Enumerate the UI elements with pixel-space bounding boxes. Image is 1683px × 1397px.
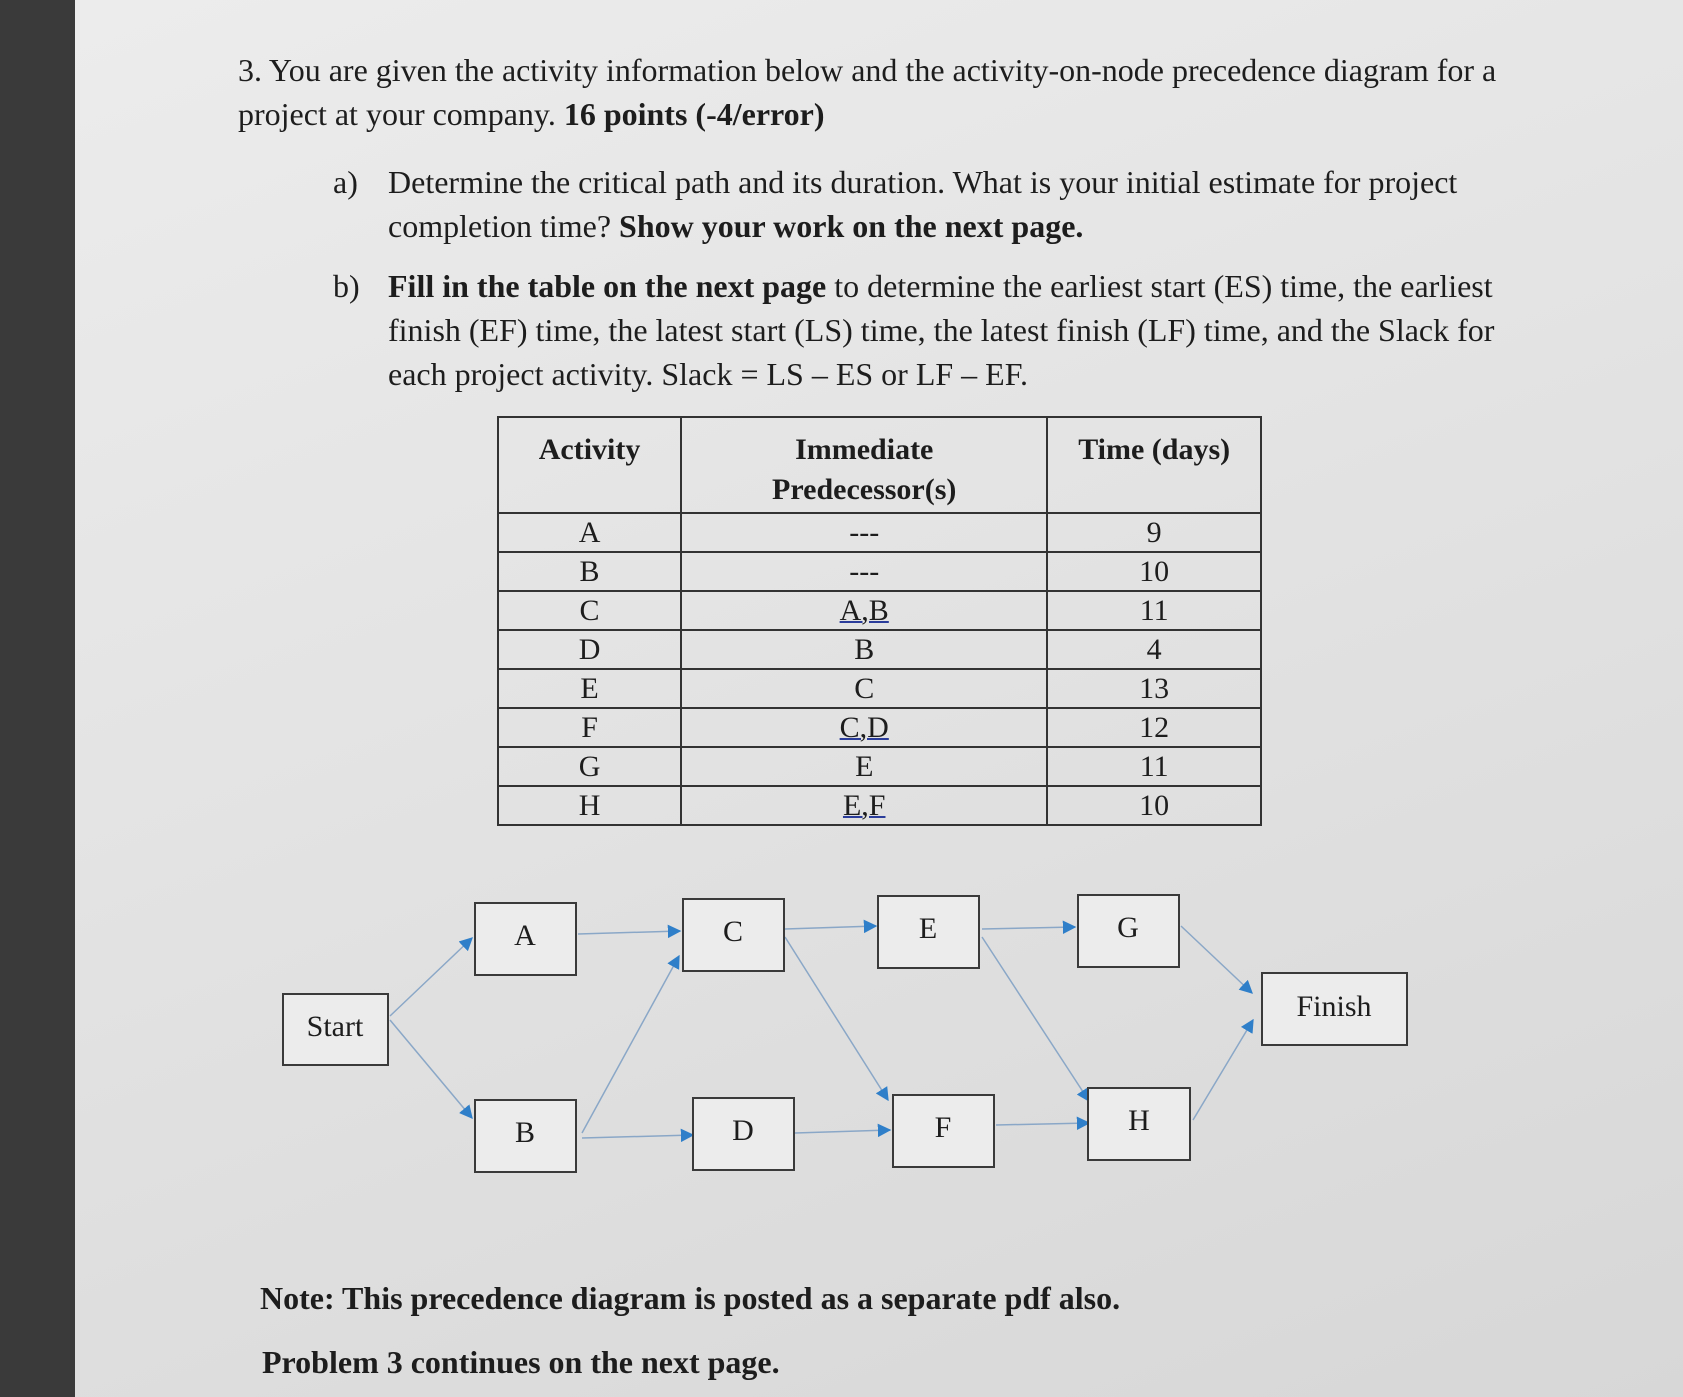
question-number: 3. bbox=[238, 52, 262, 88]
node-f-label: F bbox=[934, 1111, 952, 1144]
predecessors-underlined: A,B bbox=[839, 593, 889, 627]
cell-predecessors: E bbox=[681, 747, 1047, 786]
edge-e-g bbox=[982, 927, 1075, 929]
cell-activity: G bbox=[498, 747, 681, 786]
header-predecessors-line1: Immediate bbox=[795, 433, 934, 466]
note-text: Note: This precedence diagram is posted as a separate pdf also. bbox=[260, 1280, 1121, 1316]
cell-predecessors: C bbox=[681, 669, 1047, 708]
cell-predecessors: --- bbox=[681, 513, 1047, 552]
cell-time: 11 bbox=[1047, 591, 1261, 630]
cell-predecessors: --- bbox=[681, 552, 1047, 591]
cell-time: 13 bbox=[1047, 669, 1261, 708]
edge-c-f bbox=[785, 937, 888, 1100]
edge-e-h bbox=[982, 937, 1089, 1101]
part-a-text: Determine the critical path and its duration. What is your initial estimate for project completion time? bbox=[388, 164, 1458, 244]
predecessors-underlined: E,F bbox=[842, 788, 886, 822]
node-b-label: B bbox=[514, 1116, 536, 1149]
cell-activity: B bbox=[498, 552, 681, 591]
cell-activity: H bbox=[498, 786, 681, 825]
part-a-label: a) bbox=[333, 164, 358, 200]
node-d-label: D bbox=[732, 1114, 754, 1147]
header-activity: Activity bbox=[498, 417, 681, 513]
part-b-instruction: Fill in the table on the next page bbox=[388, 268, 827, 304]
edge-d-f bbox=[795, 1130, 890, 1133]
question-text: You are given the activity information below and the activity-on-node precedence diagram for a project at your company. bbox=[238, 52, 1497, 132]
cell-time: 9 bbox=[1047, 513, 1261, 552]
node-c-label: C bbox=[722, 915, 744, 948]
cell-time: 12 bbox=[1047, 708, 1261, 747]
node-a-label: A bbox=[514, 919, 536, 952]
cell-time: 10 bbox=[1047, 552, 1261, 591]
edge-start-b bbox=[390, 1020, 472, 1118]
edge-a-c bbox=[578, 931, 680, 934]
node-h-label: H bbox=[1128, 1104, 1150, 1137]
header-predecessors-line2: Predecessor(s) bbox=[772, 473, 957, 506]
continues-text: Problem 3 continues on the next page. bbox=[262, 1344, 780, 1380]
header-time: Time (days) bbox=[1047, 417, 1261, 513]
predecessors-underlined: C,D bbox=[839, 710, 889, 744]
cell-time: 4 bbox=[1047, 630, 1261, 669]
edge-g-finish bbox=[1181, 926, 1252, 993]
edge-f-h bbox=[996, 1123, 1089, 1125]
edge-h-finish bbox=[1193, 1020, 1253, 1120]
cell-time: 10 bbox=[1047, 786, 1261, 825]
cell-activity: A bbox=[498, 513, 681, 552]
edge-b-c bbox=[582, 956, 679, 1133]
question-points: 16 points (-4/error) bbox=[563, 96, 825, 132]
node-e-label: E bbox=[918, 912, 938, 945]
cell-activity: C bbox=[498, 591, 681, 630]
cell-time: 11 bbox=[1047, 747, 1261, 786]
cell-activity: D bbox=[498, 630, 681, 669]
part-b-label: b) bbox=[333, 268, 360, 304]
edge-b-d bbox=[582, 1135, 693, 1138]
edge-c-e bbox=[785, 926, 876, 929]
node-g-label: G bbox=[1117, 911, 1139, 944]
part-b-text: to determine the earliest start (ES) time, the earliest finish (EF) time, the latest start (LS) time, the latest finish (LF) time, and the Slack for each project activity. Slack = LS – ES or LF – EF. bbox=[388, 268, 1495, 392]
cell-activity: F bbox=[498, 708, 681, 747]
cell-activity: E bbox=[498, 669, 681, 708]
cell-predecessors: B bbox=[681, 630, 1047, 669]
edge-start-a bbox=[390, 938, 472, 1016]
node-finish-label: Finish bbox=[1296, 990, 1372, 1023]
part-a-instruction: Show your work on the next page. bbox=[619, 208, 1084, 244]
node-start-label: Start bbox=[306, 1010, 364, 1043]
